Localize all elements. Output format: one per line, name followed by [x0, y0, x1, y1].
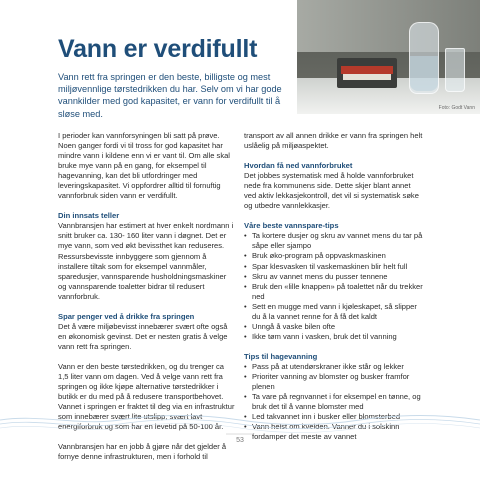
list-item: • Led takvannet inn i busker eller blomsterbed: [244, 412, 424, 422]
paragraph: Vannbransjen har estimert at hver enkelt nordmann i snitt bruker ca. 130- 160 liter vann i døgnet. Det er mye vann, som ved økt bevissthet kan reduseres. Ressursbevisste innbyggere som gjennom å installere tiltak som for eksempel vannmåler, sparedusjer, vannsparende husholdningsmaskiner og vannsparende toaletter bidrar til redusert vannforbruk.: [58, 221, 234, 301]
list-item: • Prioriter vanning av blomster og busker framfor plenen: [244, 372, 424, 392]
list-item: • Pass på at utendørskraner ikke står og lekker: [244, 362, 424, 372]
page-title: Vann er verdifullt: [58, 35, 258, 63]
intro-text: Vann rett fra springen er den beste, billigste og mest miljøvennlige tørstedrikken du har. Selv om vi har gode vannkilder med god kapasitet, er vann for verdifullt til å sløse med.: [58, 72, 282, 119]
subheading-vannforbruk: Hvordan få ned vannforbruket: [244, 161, 353, 171]
list-item: • Unngå å vaske bilen ofte: [244, 322, 424, 332]
right-column: [244, 131, 424, 442]
subheading-innsats: Din innsats teller: [58, 211, 120, 221]
paragraph: I perioder kan vannforsyningen bli satt på prøve. Noen ganger fordi vi til tross for god kapasitet har mindre vann i kildene enn vi er vant til. Om alle skal bruke mye vann på en gang, for eksempel til hagevanning, kan det bli utfordringer med leveringskapasitet. Vi oppfordrer alltid til fornuftig vannforbruk siden vann er verdifullt.: [58, 131, 230, 201]
paragraph: transport av all annen drikke er vann fra springen helt uslåelig på miljøaspektet.: [244, 131, 423, 151]
list-item: • Spar klesvasken til vaskemaskinen blir helt full: [244, 262, 424, 272]
list-item: • Bruk øko-program på oppvaskmaskinen: [244, 251, 424, 261]
paragraph: Vann er den beste tørstedrikken, og du trenger ca 1,5 liter vann om dagen. Ved å velge vann rett fra springen og ikke kjøpe alternative tørstedrikker i butikk er du med på å redusere transportbehovet. Vannet i springen er fraktet til deg via en infrastruktur som innebærer svært lite utslipp, svært lavt energiforbruk og som har en levetid på 50-100 år.: [58, 361, 235, 432]
paragraph: Det jobbes systematisk med å holde vannforbruket nede fra kommunens side. Dette skjer blant annet ved aktiv lekkasjekontroll, det vil si systematisk søke og utbedre vannlekkasjer.: [244, 171, 419, 211]
page-number: 53: [236, 437, 244, 444]
vannspare-tips-list: [244, 231, 424, 342]
paragraph: Det å være miljøbevisst innebærer svært ofte også en økonomisk gevinst. Det er nesten gratis å velge vann rett fra springen.: [58, 321, 228, 351]
photo-caption: Foto: Godt Vann: [438, 105, 475, 111]
list-item: • Ta kortere dusjer og skru av vannet mens du tar på såpe eller sjampo: [244, 231, 424, 251]
decorative-waves: [0, 412, 480, 480]
subheading-hagevanning: Tips til hagevanning: [244, 351, 318, 361]
list-item: • Bruk den «lille knappen» på toalettet når du trekker ned: [244, 282, 424, 302]
list-item: • Sett en mugge med vann i kjøleskapet, så slipper du å la vannet renne for å få det kaldt: [244, 302, 424, 322]
paragraph: Vannbransjen har en jobb å gjøre når det gjelder å fornye denne infrastrukturen, men i forhold til: [58, 442, 227, 462]
list-item: • Vann helst om kvelden. Vanner du i solskinn fordamper det meste av vannet: [244, 422, 424, 442]
list-item: • Ikke tøm vann i vasken, bruk det til vanning: [244, 332, 424, 342]
list-item: • Skru av vannet mens du pusser tennene: [244, 272, 424, 282]
subheading-vannspare-tips: Våre beste vannspare-tips: [244, 221, 339, 231]
water-carafe-photo: [297, 0, 480, 114]
list-item: • Ta vare på regnvannet i for eksempel en tønne, og bruk det til å vanne blomster med: [244, 392, 424, 412]
subheading-spar-penger: Spar penger ved å drikke fra springen: [58, 311, 195, 321]
